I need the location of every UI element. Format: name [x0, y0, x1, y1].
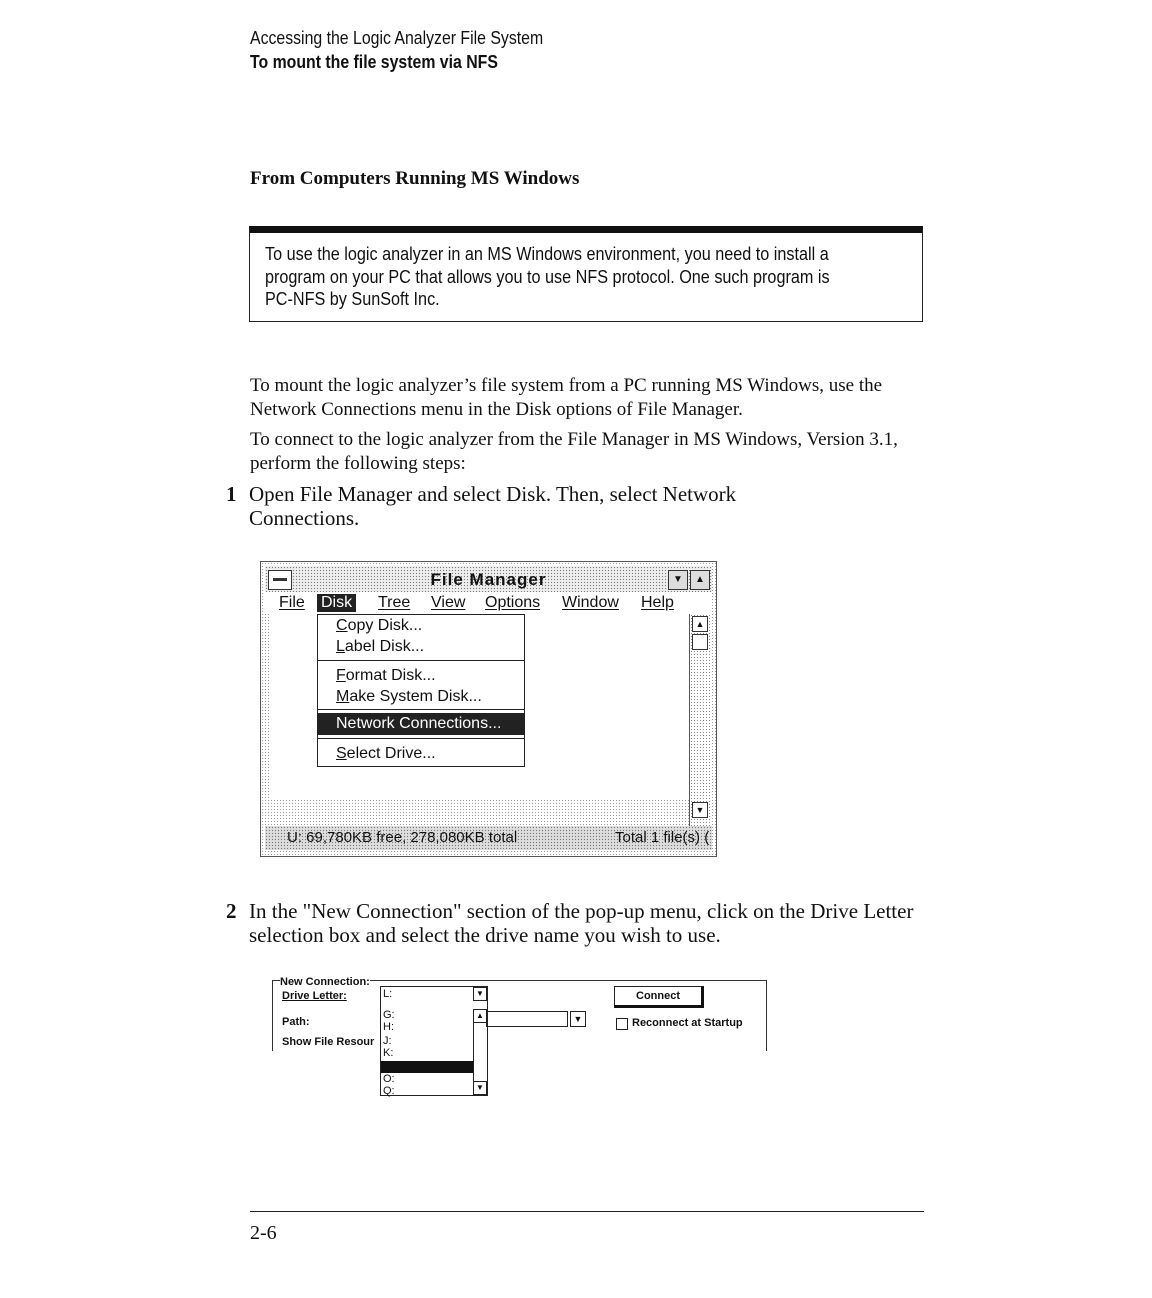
connect-button[interactable]: Connect [614, 986, 704, 1008]
minimize-icon[interactable]: ▼ [668, 570, 688, 590]
step-number: 2 [226, 899, 237, 923]
menu-separator [318, 709, 524, 710]
menu-item-label: Network Connections... [336, 715, 502, 732]
drive-option[interactable]: K: [383, 1047, 394, 1059]
running-header-chapter: Accessing the Logic Analyzer File System [250, 28, 544, 48]
menu-separator [318, 660, 524, 661]
paragraph-intro: To mount the logic analyzer’s file system from a PC running MS Windows, use the Network Connections menu in the Disk options of File Manager. [250, 375, 883, 420]
drive-current: L: [383, 988, 393, 1000]
menu-item-make-system-disk[interactable]: Make System Disk... [336, 688, 482, 705]
menu-item-network-connections[interactable] [318, 713, 524, 735]
drive-option[interactable]: Q: [383, 1085, 395, 1097]
file-manager-screenshot [260, 561, 717, 857]
menu-item-label-disk[interactable]: Label Disk... [336, 638, 425, 655]
drive-option[interactable]: O: [383, 1073, 395, 1085]
drive-option-selected[interactable] [381, 1061, 473, 1073]
scroll-up-icon[interactable]: ▲ [473, 1009, 487, 1023]
footer-rule [250, 1211, 924, 1212]
show-file-resources-label: Show File Resour [282, 1036, 375, 1048]
status-file-count: Total 1 file(s) ( [615, 829, 710, 846]
new-connection-label: New Connection: [280, 976, 370, 988]
menu-bar [265, 592, 712, 614]
menu-options[interactable]: Options [485, 594, 541, 611]
scroll-down-icon[interactable]: ▼ [473, 1081, 487, 1095]
step-text: Open File Manager and select Disk. Then, select Network Connections. [249, 482, 737, 530]
dropdown-arrow-icon[interactable]: ▼ [473, 987, 487, 1001]
note-box [249, 226, 923, 322]
page-number: 2-6 [250, 1222, 277, 1244]
menu-disk[interactable]: Disk [317, 594, 356, 612]
new-connection-screenshot [272, 978, 766, 1098]
reconnect-checkbox[interactable] [616, 1018, 628, 1030]
reconnect-label: Reconnect at Startup [632, 1017, 743, 1029]
drive-option[interactable]: G: [383, 1009, 395, 1021]
drive-letter-label: Drive Letter: [282, 990, 347, 1002]
drive-letter-dropdown[interactable] [380, 986, 488, 1096]
window-title: File Manager [430, 570, 547, 589]
maximize-icon[interactable]: ▲ [690, 570, 710, 590]
drive-option[interactable]: J: [383, 1035, 392, 1047]
menu-item-format-disk[interactable]: Format Disk... [336, 667, 436, 684]
step-number: 1 [226, 482, 237, 506]
menu-window[interactable]: Window [562, 594, 619, 611]
note-line: program on your PC that allows you to use NFS protocol. One such program is [265, 266, 830, 287]
menu-help[interactable]: Help [641, 594, 674, 611]
path-dropdown-icon[interactable]: ▼ [570, 1011, 586, 1027]
section-title: From Computers Running MS Windows [250, 168, 580, 189]
scroll-up-icon[interactable]: ▲ [692, 616, 708, 632]
status-bar [265, 826, 712, 850]
note-line: PC-NFS by SunSoft Inc. [265, 289, 440, 309]
status-free-space: U: 69,780KB free, 278,080KB total [287, 829, 518, 846]
menu-item-select-drive[interactable]: Select Drive... [336, 745, 436, 762]
vertical-scrollbar[interactable] [689, 614, 710, 826]
menu-view[interactable]: View [431, 594, 466, 611]
scroll-down-icon[interactable]: ▼ [692, 802, 708, 818]
paragraph-connect: To connect to the logic analyzer from the File Manager in MS Windows, Version 3.1, perform the following steps: [250, 429, 898, 474]
menu-item-copy-disk[interactable]: Copy Disk... [336, 617, 423, 634]
title-bar [265, 566, 712, 592]
menu-separator [318, 738, 524, 739]
note-line: To use the logic analyzer in an MS Windows environment, you need to install a [265, 244, 829, 264]
path-label: Path: [282, 1016, 310, 1028]
scroll-thumb[interactable] [692, 634, 708, 650]
menu-tree[interactable]: Tree [378, 594, 411, 611]
drive-option[interactable]: H: [383, 1021, 394, 1033]
menu-file[interactable]: File [279, 594, 305, 611]
path-input[interactable] [486, 1011, 568, 1027]
step-text: In the "New Connection" section of the pop-up menu, click on the Drive Letter selection box and select the drive name you wish to use. [249, 899, 914, 947]
disk-menu-dropdown [317, 614, 525, 767]
running-header-section: To mount the file system via NFS [250, 52, 498, 72]
